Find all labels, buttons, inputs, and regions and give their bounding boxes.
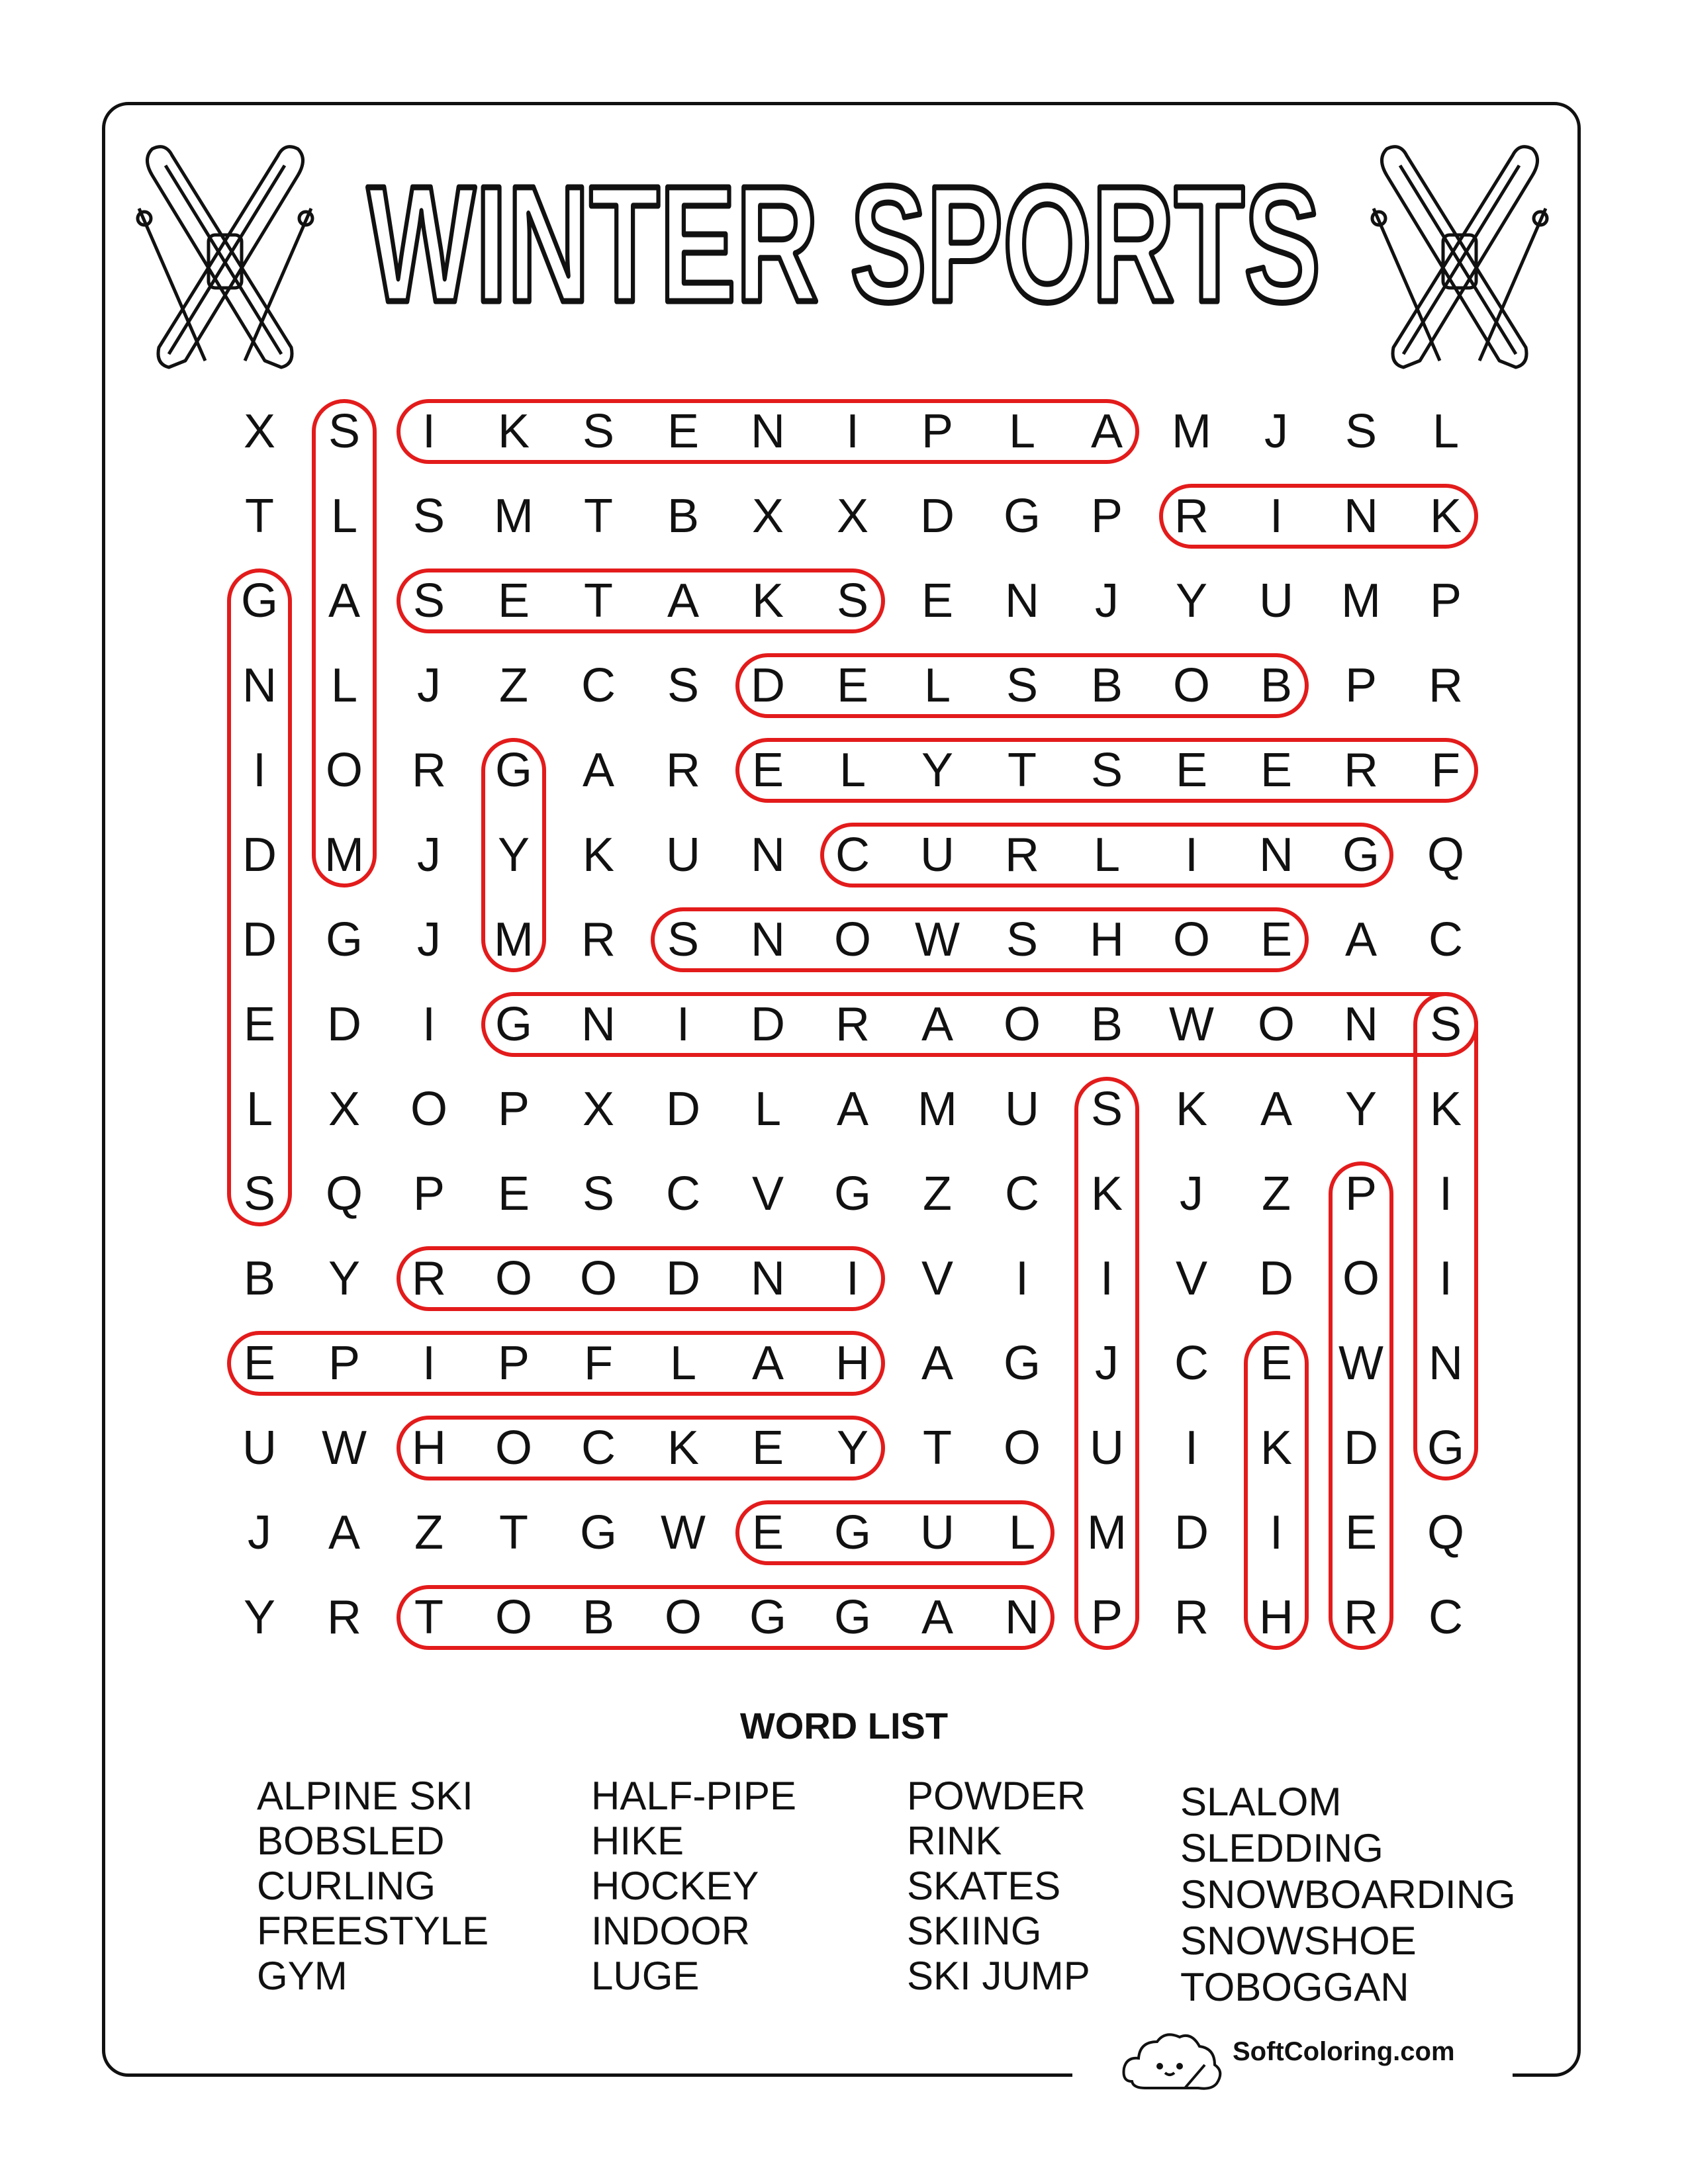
grid-letter: C [835,829,870,882]
grid-letter: G [494,998,532,1051]
grid-letter: Q [1427,829,1464,882]
grid-letter: I [1269,1506,1283,1559]
grid-letter: P [921,405,954,458]
grid-letter: I [1015,1252,1029,1305]
grid-letter: W [322,1422,367,1475]
grid-letter: T [584,574,613,627]
word-list-item: SLALOM [1180,1780,1342,1824]
grid-letter: U [1090,1422,1124,1475]
word-list-item: GYM [257,1954,348,1998]
grid-letter: M [1341,574,1381,627]
grid-letter: E [751,1506,784,1559]
grid-letter: K [1175,1083,1208,1136]
grid-letter: O [579,1252,617,1305]
grid-letter: G [1427,1422,1464,1475]
grid-letter: E [751,1422,784,1475]
grid-letter: G [494,744,532,797]
grid-letter: K [1429,1083,1462,1136]
grid-letter: S [1006,659,1039,712]
grid-letter: L [330,659,358,712]
grid-letter: O [1003,998,1041,1051]
grid-letter: I [845,405,859,458]
grid-letter: D [751,998,785,1051]
word-list-item: TOBOGGAN [1180,1965,1409,2009]
grid-letter: W [915,913,960,966]
grid-letter: D [1259,1252,1293,1305]
grid-letter: C [1005,1167,1039,1220]
grid-letter: S [412,574,445,627]
grid-letter: B [1090,659,1123,712]
grid-letter: N [581,998,616,1051]
grid-letter: S [1006,913,1039,966]
grid-letter: Q [325,1167,363,1220]
grid-letter: C [581,1422,616,1475]
grid-letter: G [579,1506,617,1559]
grid-letter: O [410,1083,447,1136]
grid-letter: I [1438,1252,1452,1305]
grid-letter: N [751,1252,785,1305]
grid-letter: A [1344,913,1378,966]
grid-letter: K [1260,1422,1293,1475]
grid-letter: N [751,829,785,882]
grid-letter: Z [923,1167,952,1220]
grid-letter: Y [1344,1083,1378,1136]
grid-letter: Y [243,1591,276,1644]
grid-letter: T [584,490,613,543]
grid-letter: T [414,1591,444,1644]
grid-letter: N [1005,1591,1039,1644]
grid-letter: R [327,1591,361,1644]
grid-letter: R [1005,829,1039,882]
grid-letter: P [1344,659,1378,712]
grid-letter: N [1344,998,1378,1051]
grid-letter: L [1008,405,1036,458]
crossed-skis-icon-left [126,136,324,381]
grid-letter: I [1100,1252,1113,1305]
word-list-item: SKATES [907,1864,1061,1908]
grid-letter: S [1090,744,1123,797]
grid-letter: R [1429,659,1463,712]
grid-letter: N [1429,1337,1463,1390]
grid-letter: R [835,998,870,1051]
grid-letter: Y [1175,574,1208,627]
grid-letter: J [417,659,441,712]
grid-letter: E [751,744,784,797]
grid-letter: Z [1262,1167,1291,1220]
grid-letter: O [494,1422,532,1475]
grid-letter: O [1172,913,1210,966]
grid-letter: W [661,1506,706,1559]
grid-letter: L [1093,829,1121,882]
grid-letter: H [1090,913,1124,966]
grid-letter: M [917,1083,957,1136]
grid-letter: L [246,1083,273,1136]
word-list-item: HOCKEY [591,1864,759,1908]
grid-letter: U [666,829,700,882]
grid-letter: R [581,913,616,966]
grid-letter: N [1005,574,1039,627]
grid-letter: B [1260,659,1293,712]
grid-letter: G [833,1167,871,1220]
grid-letter: O [833,913,871,966]
grid-letter: O [1003,1422,1041,1475]
grid-letter: P [328,1337,361,1390]
grid-letter: H [412,1422,446,1475]
grid-letter: G [325,913,363,966]
grid-letter: D [666,1252,700,1305]
grid-letter: K [582,829,615,882]
word-list-item: SKI JUMP [907,1954,1090,1998]
grid-letter: J [1264,405,1288,458]
grid-letter: G [749,1591,786,1644]
grid-letter: N [751,405,785,458]
grid-letter: N [242,659,277,712]
grid-letter: A [751,1337,784,1390]
grid-letter: R [412,1252,446,1305]
grid-letter: R [1174,1591,1209,1644]
grid-letter: U [242,1422,277,1475]
grid-letter: S [1429,998,1462,1051]
grid-letter: I [1184,829,1198,882]
grid-letter: J [248,1506,271,1559]
grid-letter: C [1429,1591,1463,1644]
grid-letter: L [923,659,951,712]
grid-letter: M [1087,1506,1127,1559]
title-banner [344,152,1344,351]
grid-letter: N [751,913,785,966]
grid-letter: I [422,405,436,458]
grid-letter: B [667,490,700,543]
grid-letter: A [328,1506,361,1559]
grid-letter: D [920,490,955,543]
grid-letter: D [1344,1422,1378,1475]
grid-letter: J [417,829,441,882]
grid-letter: D [666,1083,700,1136]
grid-letter: E [497,1167,530,1220]
grid-letter: Y [921,744,954,797]
grid-letter: R [1174,490,1209,543]
grid-letter: O [1172,659,1210,712]
word-list-item: SKIING [907,1909,1042,1953]
grid-letter: Y [497,829,530,882]
grid-letter: H [1259,1591,1293,1644]
brand-label: SoftColoring.com [1233,2037,1455,2066]
grid-letter: O [1257,998,1295,1051]
grid-letter: D [751,659,785,712]
grid-letter: C [1429,913,1463,966]
grid-letter: A [667,574,700,627]
grid-letter: I [1438,1167,1452,1220]
grid-letter: R [1344,1591,1378,1644]
grid-letter: S [836,574,869,627]
grid-letter: A [921,1337,954,1390]
grid-letter: S [582,1167,615,1220]
grid-letter: K [497,405,530,458]
grid-letter: R [666,744,700,797]
grid-letter: J [417,913,441,966]
word-list-column-4 [1180,1779,1516,2011]
grid-letter: O [494,1591,532,1644]
grid-letter: M [324,829,364,882]
grid-letter: M [494,490,534,543]
grid-letter: C [581,659,616,712]
grid-letter: N [1344,490,1378,543]
grid-letter: P [1090,1591,1123,1644]
word-list-item: BOBSLED [257,1819,445,1863]
word-list-item: SLEDDING [1180,1826,1383,1870]
grid-letter: I [422,998,436,1051]
page-title: WINTER SPORTS [367,152,1321,336]
grid-letter: P [1344,1167,1378,1220]
grid-letter: J [1180,1167,1203,1220]
grid-letter: S [328,405,361,458]
grid-letter: E [243,998,276,1051]
grid-letter: E [1260,744,1293,797]
grid-letter: X [243,405,276,458]
grid-letter: B [243,1252,276,1305]
grid-letter: U [920,829,955,882]
grid-letter: A [921,998,954,1051]
grid-letter: I [1269,490,1283,543]
word-list-item: SNOWBOARDING [1180,1872,1516,1917]
grid-letter: B [1090,998,1123,1051]
grid-letter: L [330,490,358,543]
grid-letter: P [1429,574,1462,627]
grid-letter: S [412,490,445,543]
grid-letter: S [667,659,700,712]
grid-letter: M [494,913,534,966]
grid-letter: F [584,1337,613,1390]
grid-letter: E [836,659,869,712]
grid-letter: S [1090,1083,1123,1136]
grid-letter: I [676,998,690,1051]
grid-letter: G [833,1591,871,1644]
grid-letter: X [328,1083,361,1136]
grid-letter: E [1344,1506,1378,1559]
word-list-column-3 [907,1774,1090,1999]
grid-letter: G [1342,829,1380,882]
grid-letter: Q [1427,1506,1464,1559]
grid-letter: T [1008,744,1037,797]
grid-letter: S [667,913,700,966]
grid-letter: G [240,574,278,627]
grid-letter: V [921,1252,954,1305]
word-list-item: RINK [907,1819,1002,1863]
word-list-item: FREESTYLE [257,1909,489,1953]
grid-letter: U [920,1506,955,1559]
grid-letter: E [667,405,700,458]
grid-letter: P [497,1083,530,1136]
grid-letter: V [1175,1252,1208,1305]
grid-letter: S [1344,405,1378,458]
word-list-column-1 [257,1774,489,1999]
grid-letter: G [833,1506,871,1559]
grid-letter: F [1431,744,1460,797]
grid-letter: E [497,574,530,627]
word-list-item: HALF-PIPE [591,1774,797,1818]
grid-letter: W [1169,998,1214,1051]
grid-letter: X [582,1083,615,1136]
grid-letter: R [1344,744,1378,797]
grid-letter: W [1338,1337,1383,1390]
grid-letter: J [1095,574,1119,627]
grid-letter: D [1174,1506,1209,1559]
word-list-item: SNOWSHOE [1180,1919,1417,1963]
grid-letter: U [1259,574,1293,627]
grid-letter: K [667,1422,700,1475]
grid-letter: E [921,574,954,627]
grid-letter: S [243,1167,276,1220]
grid-letter: D [327,998,361,1051]
grid-letter: E [1175,744,1208,797]
word-list-column-2 [591,1774,796,1999]
grid-letter: C [666,1167,700,1220]
grid-letter: B [582,1591,615,1644]
grid-letter: N [1259,829,1293,882]
grid-letter: Z [499,659,528,712]
grid-letter: D [242,829,277,882]
grid-letter: L [1008,1506,1036,1559]
word-list-item: ALPINE SKI [257,1774,473,1818]
grid-letter: K [751,574,784,627]
grid-letter: P [1090,490,1123,543]
grid-letter: I [1184,1422,1198,1475]
grid-letter: G [1003,490,1041,543]
grid-letter: X [836,490,869,543]
grid-letter: I [252,744,266,797]
grid-letter: A [921,1591,954,1644]
grid-letter: E [243,1337,276,1390]
grid-letter: S [582,405,615,458]
grid-letter: J [1095,1337,1119,1390]
grid-letter: D [242,913,277,966]
word-list-item: CURLING [257,1864,436,1908]
grid-letter: O [664,1591,702,1644]
grid-letter: A [836,1083,869,1136]
grid-letter: O [325,744,363,797]
grid-letter: E [1260,913,1293,966]
word-list-item: POWDER [907,1774,1086,1818]
grid-letter: P [412,1167,445,1220]
grid-letter: T [499,1506,528,1559]
grid-letter: A [1090,405,1123,458]
grid-letter: A [1260,1083,1293,1136]
word-list-item: LUGE [591,1954,700,1998]
grid-letter: I [422,1337,436,1390]
grid-letter: M [1172,405,1211,458]
grid-letter: T [245,490,274,543]
grid-letter: T [923,1422,952,1475]
grid-letter: K [1090,1167,1123,1220]
grid-letter: O [1342,1252,1380,1305]
grid-letter: L [754,1083,782,1136]
word-list-item: INDOOR [591,1909,750,1953]
grid-letter: K [1429,490,1462,543]
grid-letter: C [1174,1337,1209,1390]
grid-letter: A [328,574,361,627]
grid-letter: P [497,1337,530,1390]
grid-letter: Z [414,1506,444,1559]
grid-letter: A [582,744,615,797]
grid-letter: U [1005,1083,1039,1136]
grid-letter: H [835,1337,870,1390]
grid-letter: E [1260,1337,1293,1390]
grid-letter: G [1003,1337,1041,1390]
grid-letter: L [1432,405,1460,458]
grid-letter: X [751,490,784,543]
grid-letter: R [412,744,446,797]
crossed-skis-icon-right [1360,136,1559,381]
word-list-heading: WORD LIST [739,1705,949,1747]
word-list-item: HIKE [591,1819,684,1863]
grid-letter: V [751,1167,784,1220]
grid-letter: Y [328,1252,361,1305]
grid-letter: I [845,1252,859,1305]
grid-letter: O [494,1252,532,1305]
grid-letter: L [669,1337,697,1390]
grid-letter: L [839,744,867,797]
grid-letter: Y [836,1422,869,1475]
